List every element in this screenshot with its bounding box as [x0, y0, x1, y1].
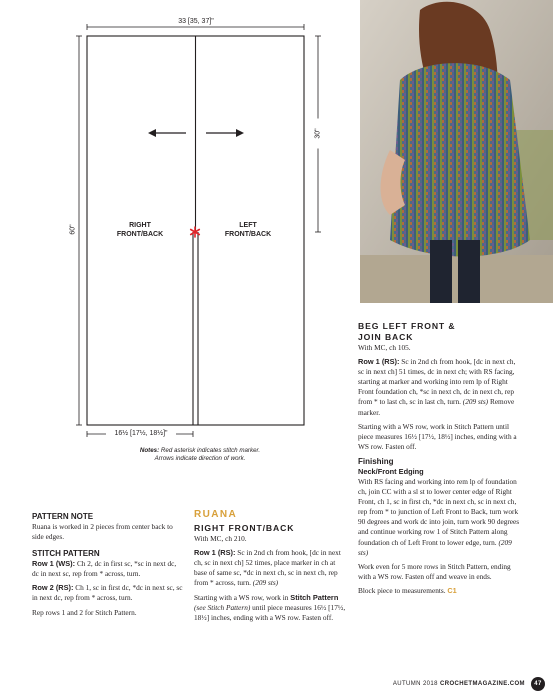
- height-dimension-label: 60": [70, 215, 77, 245]
- left-piece-label: LEFT FRONT/BACK: [224, 222, 272, 238]
- right-row1: Row 1 (RS): Sc in 2nd ch from hook, [dc in next ch, sc in next ch] 51 times, dc in next ch; with RS facing, starting at marker and working into rem lp of Right Front foundation ch, *sc in next ch, dc in next ch, rep from * to last ch, sc in last ch, turn. (209 sts) Remove marker.: [358, 357, 516, 417]
- neck-edging-heading: Neck/Front Edging: [358, 466, 424, 476]
- finishing-heading: Finishing: [358, 456, 394, 466]
- middle-with-mc: With MC, ch 210.: [194, 534, 247, 544]
- footer-issue: AUTUMN 2018: [392, 681, 438, 687]
- right-piece-label: RIGHT FRONT/BACK: [116, 222, 164, 238]
- beg-left-front-heading: BEG LEFT FRONT & JOIN BACK: [358, 321, 456, 342]
- end-mark: C1: [447, 585, 457, 595]
- width-dimension-label: 33 [35, 37]": [160, 18, 232, 25]
- schematic-notes: Notes: Red asterisk indicates stitch marker. Arrows indicate direction of work.: [139, 447, 261, 462]
- page-footer: [380, 677, 545, 691]
- stitch-marker-asterisk-icon: [189, 226, 201, 238]
- right-direction-arrow-icon: [204, 128, 244, 138]
- middle-column: [194, 510, 349, 627]
- pattern-note-text: Ruana is worked in 2 pieces from center back to side edges.: [32, 522, 173, 542]
- footer-site: CROCHETMAGAZINE.COM: [439, 681, 525, 687]
- neck-edging-text: With RS facing and working into rem lp of foundation ch, join CC with a sl st to lower center edge of Right Front, ch 1, sc in first ch, *dc in next ch, sc in next ch, rep from * to junction of Left Front to Back, turn work 90 degrees and work dc into join, turn work 90 degrees and continue working row 1 of Stitch Pattern along foundation ch of Left Front to lower edge, turn. (209 sts): [358, 476, 520, 557]
- ruana-title: RUANA: [194, 509, 238, 520]
- schematic: [0, 0, 360, 462]
- schematic-lines: [0, 0, 360, 450]
- half-height-dimension-label: 30": [315, 119, 322, 149]
- right-column: [358, 321, 520, 600]
- page-number: 47: [531, 677, 545, 691]
- left-direction-arrow-icon: [148, 128, 188, 138]
- stitch-pattern-heading: STITCH PATTERN: [32, 549, 100, 559]
- work-even-text: Work even for 5 more rows in Stitch Pattern, ending with a WS row. Fasten off and weave in ends.: [358, 561, 511, 581]
- right-starting-text: Starting with a WS row, work in Stitch Pattern until piece measures 16½ [17½, 18½] inches, ending with a WS row. Fasten off.: [358, 421, 517, 451]
- bottom-width-label: 16½ [17½, 18½]": [106, 430, 176, 437]
- repeat-text: Rep rows 1 and 2 for Stitch Pattern.: [32, 607, 137, 617]
- left-column: [32, 511, 184, 622]
- middle-starting-text: Starting with a WS row, work in Stitch Pattern (see Stitch Pattern) until piece measures 16½ [17½, 18½] inches, ending with a WS row. Fasten off.: [194, 592, 346, 622]
- model-photo: [360, 0, 553, 303]
- model-wearing-ruana-image: [360, 0, 553, 303]
- stitch-row2: Row 2 (RS): Ch 1, sc in first dc, *dc in next sc, sc in next dc, rep from * across, turn.: [32, 583, 183, 603]
- stitch-row1: Row 1 (WS): Ch 2, dc in first sc, *sc in next dc, dc in next sc, rep from * across, turn.: [32, 559, 177, 579]
- right-with-mc: With MC, ch 105.: [358, 343, 411, 352]
- middle-row1: Row 1 (RS): Sc in 2nd ch from hook, [dc in next ch, sc in next ch] 52 times, place marker in ch at base of same sc, *dc in next ch, sc in next ch, rep from * across, turn. (209 sts): [194, 548, 341, 588]
- right-front-back-heading: RIGHT FRONT/BACK: [194, 523, 295, 534]
- pattern-note-heading: PATTERN NOTE: [32, 512, 94, 521]
- block-text: Block piece to measurements. C1: [358, 585, 457, 595]
